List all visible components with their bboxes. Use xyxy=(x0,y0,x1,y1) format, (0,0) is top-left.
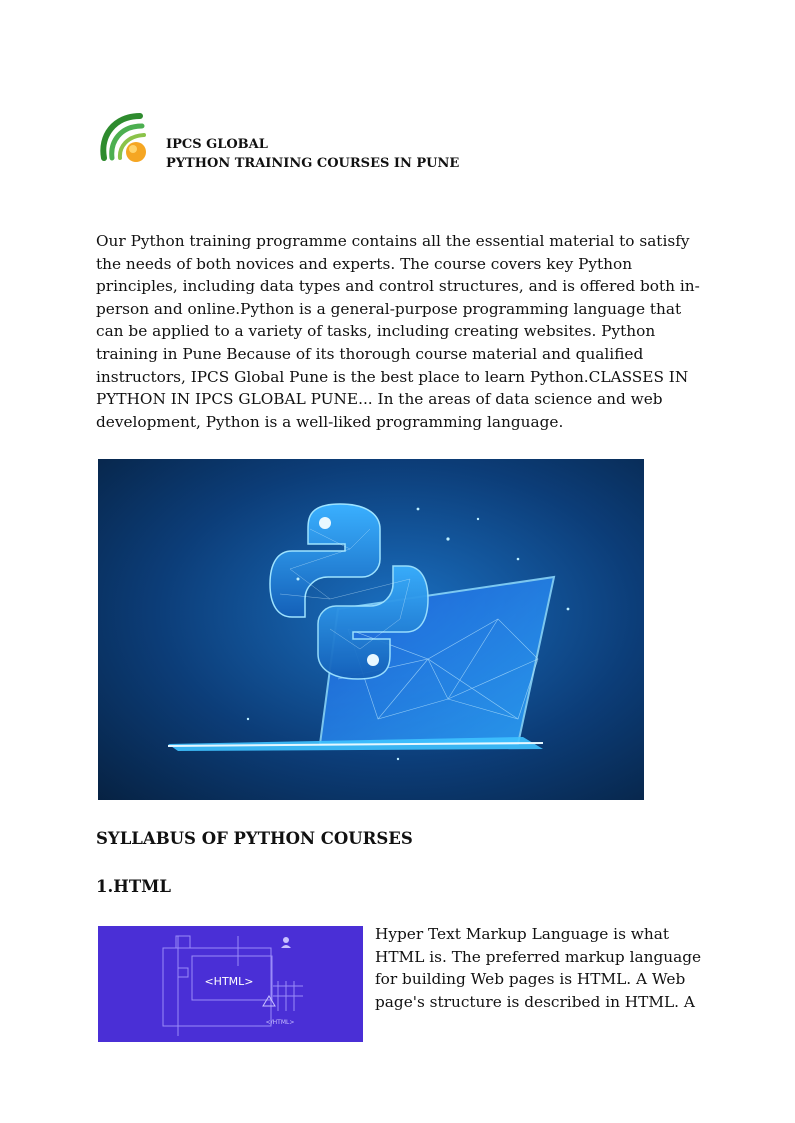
header-block xyxy=(166,135,459,173)
html-banner-label: <HTML> xyxy=(204,975,254,988)
html-banner-image xyxy=(98,926,363,1042)
html-description: Hyper Text Markup Language is what HTML is. The preferred markup language for building Web pages is HTML. A Web page's structure is described in HTML. A xyxy=(375,925,702,1011)
syllabus-heading: SYLLABUS OF PYTHON COURSES xyxy=(96,829,413,848)
html-banner-small-label: </HTML> xyxy=(265,1019,295,1026)
python-laptop-image xyxy=(98,459,644,800)
html-section-title: 1.HTML xyxy=(96,877,171,896)
intro-paragraph: Our Python training programme contains all the essential material to satisfy the needs of both novices and experts. The course covers key Python principles, including data types and control structures, and is offered both in-person and online.Python is a general-purpose programming language that can be applied to a variety of tasks, including creating websites. Python training in Pune Because of its thorough course material and qualified instructors, IPCS Global Pune is the best place to learn Python.CLASSES IN PYTHON IN IPCS GLOBAL PUNE... In the areas of data science and web development, Python is a well-liked programming language. xyxy=(96,232,700,431)
course-title: PYTHON TRAINING COURSES IN PUNE xyxy=(166,156,460,171)
ipcs-logo-icon xyxy=(100,110,154,166)
org-name: IPCS GLOBAL xyxy=(166,137,268,152)
